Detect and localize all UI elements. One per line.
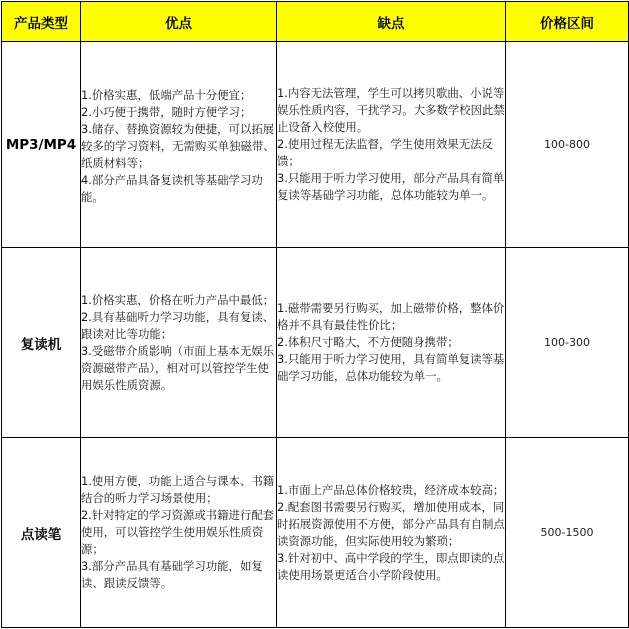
product-type-cell: 复读机 (2, 248, 81, 438)
header-pros: 优点 (81, 2, 277, 42)
cons-item: 1.内容无法管理，学生可以拷贝歌曲、小说等娱乐性质内容，干扰学习。大多数学校因此禁止设备入校使用。 (277, 86, 505, 134)
pros-item: 3.部分产品具有基础学习功能，如复读、跟读反馈等。 (81, 559, 263, 590)
cons-cell (277, 438, 506, 628)
pros-item: 3.受磁带介质影响（市面上基本无娱乐资源磁带产品），相对可以管控学生使用娱乐性质资源。 (81, 343, 275, 392)
header-cons: 缺点 (277, 2, 506, 42)
header-row (2, 2, 629, 42)
cons-cell (277, 42, 506, 248)
header-price-range: 价格区间 (506, 2, 629, 42)
pros-item: 1.价格实惠，低端产品十分便宜； (81, 87, 252, 102)
cons-item: 3.只能用于听力学习使用，具有简单复读等基础学习功能，总体功能较为单一。 (277, 352, 505, 383)
pros-item: 1.价格实惠，价格在听力产品中最低； (81, 292, 275, 307)
table-row (2, 438, 629, 628)
pros-item: 2.针对特定的学习资源或书籍进行配套使用，可以管控学生使用娱乐性质资源； (81, 508, 275, 556)
pros-item: 2.小巧便于携带，随时方便学习； (81, 104, 252, 119)
pros-item: 2.具有基础听力学习功能，具有复读、跟读对比等功能； (81, 309, 275, 341)
cons-item: 3.只能用于听力学习使用，部分产品具有简单复读等基础学习功能，总体功能较为单一。 (277, 171, 505, 202)
cons-item: 2.配套图书需要另行购买，增加使用成本，同时拓展资源使用不方便，部分产品具有自制点读资源功能，但实际使用较为繁琐； (277, 499, 505, 548)
pros-item: 3.储存、替换资源较为便捷，可以拓展较多的学习资料，无需购买单独磁带、纸质材料等； (81, 121, 275, 170)
pros-item: 1.使用方便，功能上适合与课本、书籍结合的听力学习场景使用； (81, 474, 275, 505)
pros-item: 4.部分产品具备复读机等基础学习功能。 (81, 172, 263, 204)
pros-cell (81, 42, 277, 248)
cons-item: 3.针对初中、高中学段的学生，即点即读的点读使用场景更适合小学阶段使用。 (277, 550, 505, 582)
table-row (2, 42, 629, 248)
price-range-cell: 500-1500 (506, 438, 629, 628)
price-range-cell: 100-800 (506, 42, 629, 248)
comparison-table (1, 1, 629, 628)
table-row (2, 248, 629, 438)
pros-cell (81, 438, 277, 628)
header-product-type: 产品类型 (2, 2, 81, 42)
cons-cell (277, 248, 506, 438)
cons-item: 1.磁带需要另行购买，加上磁带价格，整体价格并不具有最佳性价比； (277, 301, 505, 332)
pros-cell (81, 248, 277, 438)
product-type-cell: MP3/MP4 (2, 42, 81, 248)
product-type-cell: 点读笔 (2, 438, 81, 628)
price-range-cell: 100-300 (506, 248, 629, 438)
cons-item: 2.使用过程无法监督，学生使用效果无法反馈； (277, 137, 493, 168)
cons-item: 2.体积尺寸略大，不方便随身携带； (277, 335, 459, 349)
cons-item: 1.市面上产品总体价格较贵，经济成本较高； (277, 482, 505, 497)
